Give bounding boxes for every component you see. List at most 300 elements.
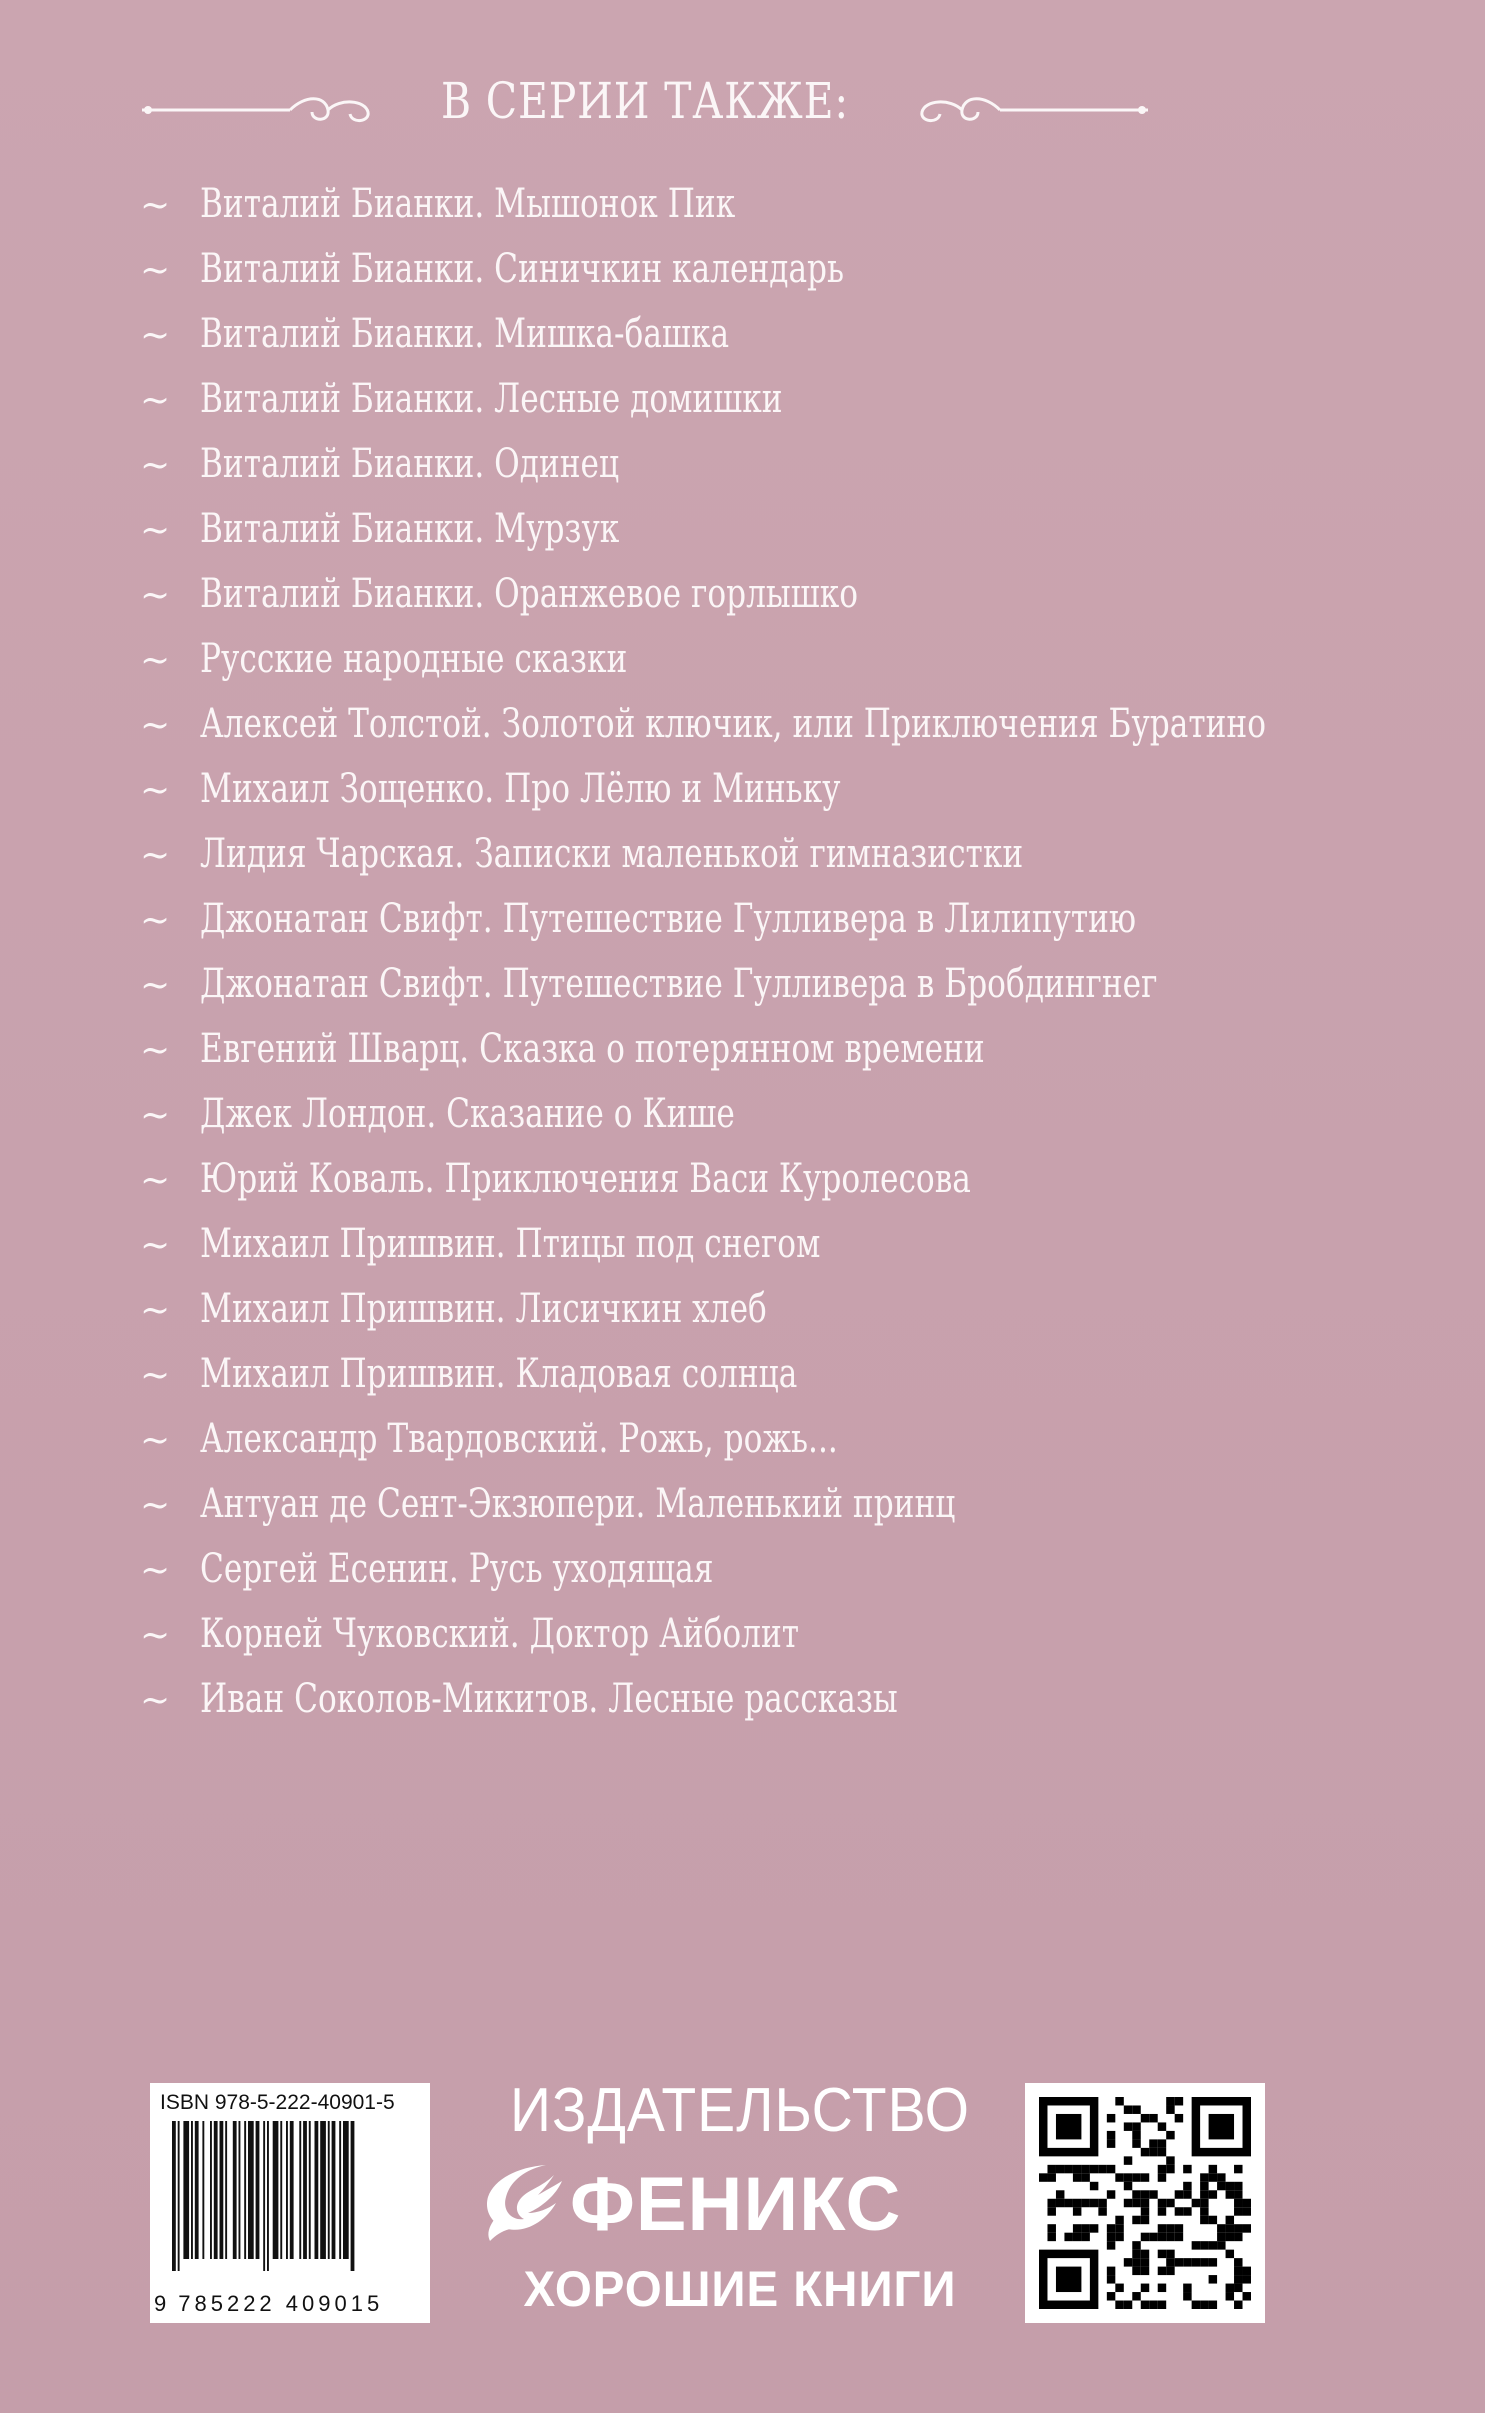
qr-module <box>1098 2207 1106 2215</box>
qr-module <box>1226 2224 1234 2232</box>
qr-module <box>1209 2275 1217 2283</box>
qr-module <box>1166 2097 1174 2105</box>
qr-module <box>1158 2199 1166 2207</box>
book-list-item <box>140 1212 1380 1277</box>
qr-module <box>1047 2233 1055 2241</box>
book-title: Виталий Бианки. Мышонок Пик <box>200 181 736 227</box>
barcode-bar <box>303 2121 307 2259</box>
qr-module <box>1209 2258 1217 2266</box>
bullet-tilde: ~ <box>140 380 171 421</box>
book-title: Русские народные сказки <box>200 636 628 682</box>
phoenix-logo-icon <box>476 2159 566 2245</box>
qr-module <box>1149 2114 1157 2122</box>
qr-module <box>1234 2165 1242 2173</box>
publisher-block <box>470 2075 1010 2335</box>
qr-module <box>1192 2199 1200 2207</box>
qr-module <box>1192 2301 1200 2309</box>
qr-module <box>1200 2182 1208 2190</box>
qr-module <box>1132 2199 1140 2207</box>
qr-module <box>1047 2207 1055 2215</box>
qr-module <box>1226 2233 1234 2241</box>
book-list-item <box>140 1342 1380 1407</box>
qr-module <box>1073 2165 1081 2173</box>
qr-module <box>1200 2173 1208 2181</box>
qr-module <box>1166 2105 1174 2113</box>
barcode-bar <box>220 2121 224 2259</box>
book-title: Виталий Бианки. Синичкин календарь <box>200 246 845 292</box>
qr-module <box>1234 2284 1242 2292</box>
qr-module <box>1183 2207 1191 2215</box>
qr-module <box>1141 2267 1149 2275</box>
qr-module <box>1234 2267 1242 2275</box>
qr-module <box>1243 2224 1251 2232</box>
qr-module <box>1141 2199 1149 2207</box>
qr-module <box>1234 2301 1242 2309</box>
book-list-item <box>140 172 1380 237</box>
qr-module <box>1175 2114 1183 2122</box>
book-title: Михаил Пришвин. Лисичкин хлеб <box>200 1286 767 1332</box>
barcode-bar <box>267 2121 269 2271</box>
publisher-slogan: ХОРОШИЕ КНИГИ <box>523 2261 957 2317</box>
qr-module <box>1107 2292 1115 2300</box>
qr-module <box>1234 2190 1242 2198</box>
qr-module <box>1175 2224 1183 2232</box>
qr-module <box>1124 2301 1132 2309</box>
qr-module <box>1081 2224 1089 2232</box>
barcode-bar <box>225 2121 227 2259</box>
bullet-tilde: ~ <box>140 900 171 941</box>
qr-module <box>1124 2199 1132 2207</box>
qr-module <box>1115 2173 1123 2181</box>
qr-module <box>1217 2224 1225 2232</box>
qr-module <box>1149 2233 1157 2241</box>
qr-module <box>1064 2233 1072 2241</box>
qr-module <box>1226 2292 1234 2300</box>
qr-module <box>1226 2250 1234 2258</box>
qr-module <box>1209 2216 1217 2224</box>
qr-module <box>1158 2139 1166 2147</box>
qr-module <box>1226 2216 1234 2224</box>
book-title: Виталий Бианки. Мишка-башка <box>200 311 730 357</box>
barcode-bar <box>343 2121 349 2259</box>
book-list-item <box>140 1017 1380 1082</box>
qr-module <box>1166 2131 1174 2139</box>
qr-module <box>1234 2233 1242 2241</box>
qr-module <box>1124 2182 1132 2190</box>
qr-finder-core <box>1056 2267 1081 2292</box>
bullet-tilde: ~ <box>140 1615 171 1656</box>
qr-module <box>1124 2122 1132 2130</box>
qr-module <box>1132 2190 1140 2198</box>
qr-module <box>1107 2139 1115 2147</box>
qr-module <box>1209 2165 1217 2173</box>
bullet-tilde: ~ <box>140 965 171 1006</box>
book-title: Сергей Есенин. Русь уходящая <box>200 1546 714 1592</box>
bullet-tilde: ~ <box>140 1095 171 1136</box>
barcode-icon <box>172 2121 412 2271</box>
book-list-item <box>140 1667 1380 1732</box>
qr-module <box>1175 2190 1183 2198</box>
book-list-item <box>140 1082 1380 1147</box>
qr-module <box>1149 2148 1157 2156</box>
qr-module <box>1158 2148 1166 2156</box>
qr-module <box>1047 2199 1055 2207</box>
barcode-bar <box>256 2121 260 2259</box>
book-title: Михаил Пришвин. Птицы под снегом <box>200 1221 821 1267</box>
qr-code-icon <box>1039 2097 1251 2309</box>
qr-module <box>1166 2199 1174 2207</box>
qr-module <box>1056 2199 1064 2207</box>
book-title: Виталий Бианки. Одинец <box>200 441 620 487</box>
qr-module <box>1047 2224 1055 2232</box>
barcode-bar <box>286 2121 288 2259</box>
book-list-item <box>140 562 1380 627</box>
qr-module <box>1234 2207 1242 2215</box>
book-list-item <box>140 692 1380 757</box>
qr-module <box>1132 2139 1140 2147</box>
qr-module <box>1141 2173 1149 2181</box>
publisher-label: ИЗДАТЕЛЬСТВО <box>510 2076 970 2145</box>
barcode-bar <box>320 2121 326 2259</box>
qr-module <box>1183 2182 1191 2190</box>
book-list-item <box>140 887 1380 952</box>
qr-module <box>1200 2216 1208 2224</box>
qr-module <box>1209 2301 1217 2309</box>
qr-module <box>1132 2216 1140 2224</box>
book-list-item <box>140 1472 1380 1537</box>
qr-module <box>1107 2267 1115 2275</box>
qr-module <box>1132 2250 1140 2258</box>
barcode-bar <box>214 2121 218 2259</box>
qr-module <box>1090 2199 1098 2207</box>
barcode-bar <box>273 2121 279 2259</box>
qr-module <box>1200 2190 1208 2198</box>
qr-module <box>1124 2105 1132 2113</box>
qr-module <box>1064 2165 1072 2173</box>
bullet-tilde: ~ <box>140 1290 171 1331</box>
bullet-tilde: ~ <box>140 640 171 681</box>
qr-module <box>1234 2258 1242 2266</box>
qr-module <box>1158 2165 1166 2173</box>
qr-module <box>1234 2275 1242 2283</box>
bullet-tilde: ~ <box>140 1160 171 1201</box>
series-header <box>140 68 1150 148</box>
qr-module <box>1166 2258 1174 2266</box>
qr-module <box>1183 2292 1191 2300</box>
qr-module <box>1200 2301 1208 2309</box>
qr-module <box>1115 2097 1123 2105</box>
qr-module <box>1200 2207 1208 2215</box>
qr-module <box>1166 2224 1174 2232</box>
barcode-bar <box>328 2121 330 2259</box>
qr-module <box>1166 2165 1174 2173</box>
qr-module <box>1192 2241 1200 2249</box>
book-list-item <box>140 1407 1380 1472</box>
barcode-bar <box>202 2121 204 2259</box>
qr-module <box>1183 2165 1191 2173</box>
barcode-first-digit: 9 <box>154 2291 171 2316</box>
bullet-tilde: ~ <box>140 835 171 876</box>
book-title: Юрий Коваль. Приключения Васи Куролесова <box>200 1156 971 1202</box>
qr-module <box>1243 2199 1251 2207</box>
book-list <box>140 172 1380 1732</box>
qr-module <box>1090 2182 1098 2190</box>
qr-module <box>1132 2122 1140 2130</box>
qr-module <box>1149 2190 1157 2198</box>
qr-module <box>1115 2224 1123 2232</box>
book-list-item <box>140 627 1380 692</box>
barcode-number: 785222 409015 <box>178 2291 384 2316</box>
barcode-bar <box>244 2121 246 2259</box>
qr-module <box>1132 2131 1140 2139</box>
qr-module <box>1183 2190 1191 2198</box>
qr-module <box>1132 2173 1140 2181</box>
book-title: Алексей Толстой. Золотой ключик, или Приключения Буратино <box>200 701 1267 747</box>
book-list-item <box>140 237 1380 302</box>
book-list-item <box>140 1602 1380 1667</box>
qr-module <box>1132 2258 1140 2266</box>
qr-module <box>1217 2182 1225 2190</box>
book-title: Корней Чуковский. Доктор Айболит <box>200 1611 800 1657</box>
bullet-tilde: ~ <box>140 705 171 746</box>
publisher-brand-row <box>470 2155 1010 2245</box>
book-title: Джонатан Свифт. Путешествие Гулливера в Бробдингнег <box>200 961 1158 1007</box>
book-title: Лидия Чарская. Записки маленькой гимназистки <box>200 831 1024 877</box>
bullet-tilde: ~ <box>140 1680 171 1721</box>
qr-module <box>1141 2190 1149 2198</box>
barcode-bar <box>339 2121 341 2259</box>
qr-module <box>1107 2131 1115 2139</box>
barcode-bar <box>351 2121 355 2271</box>
qr-module <box>1209 2190 1217 2198</box>
bullet-tilde: ~ <box>140 185 171 226</box>
barcode-bar <box>233 2121 237 2259</box>
bullet-tilde: ~ <box>140 1355 171 1396</box>
qr-module <box>1243 2292 1251 2300</box>
qr-module <box>1158 2224 1166 2232</box>
qr-module <box>1141 2258 1149 2266</box>
qr-finder-core <box>1209 2114 1234 2139</box>
qr-module <box>1158 2267 1166 2275</box>
bullet-tilde: ~ <box>140 1485 171 1526</box>
qr-module <box>1158 2284 1166 2292</box>
qr-module <box>1141 2114 1149 2122</box>
qr-module <box>1209 2173 1217 2181</box>
qr-module <box>1132 2241 1140 2249</box>
book-title: Джонатан Свифт. Путешествие Гулливера в Лилипутию <box>200 896 1137 942</box>
qr-module <box>1175 2097 1183 2105</box>
book-list-item <box>140 302 1380 367</box>
book-list-item <box>140 757 1380 822</box>
book-title: Евгений Шварц. Сказка о потерянном времени <box>200 1026 985 1072</box>
series-title: В СЕРИИ ТАКЖЕ: <box>440 72 850 130</box>
qr-module <box>1081 2233 1089 2241</box>
qr-module <box>1132 2105 1140 2113</box>
qr-module <box>1107 2241 1115 2249</box>
qr-module <box>1158 2301 1166 2309</box>
qr-module <box>1234 2182 1242 2190</box>
book-list-item <box>140 432 1380 497</box>
book-title: Михаил Пришвин. Кладовая солнца <box>200 1351 798 1397</box>
qr-module <box>1183 2284 1191 2292</box>
qr-module <box>1234 2224 1242 2232</box>
qr-module <box>1141 2284 1149 2292</box>
qr-module <box>1124 2156 1132 2164</box>
publisher-brand: ФЕНИКС <box>570 2162 902 2247</box>
barcode-bar <box>191 2121 193 2259</box>
qr-module <box>1243 2275 1251 2283</box>
qr-module <box>1217 2173 1225 2181</box>
book-list-item <box>140 367 1380 432</box>
qr-module <box>1073 2173 1081 2181</box>
qr-module <box>1166 2250 1174 2258</box>
qr-module <box>1217 2241 1225 2249</box>
book-title: Антуан де Сент-Экзюпери. Маленький принц <box>200 1481 956 1527</box>
barcode-bar <box>315 2121 319 2259</box>
qr-module <box>1081 2165 1089 2173</box>
qr-module <box>1141 2233 1149 2241</box>
qr-module <box>1200 2199 1208 2207</box>
qr-module <box>1141 2148 1149 2156</box>
qr-module <box>1141 2207 1149 2215</box>
qr-module <box>1132 2292 1140 2300</box>
bullet-tilde: ~ <box>140 770 171 811</box>
qr-module <box>1039 2173 1047 2181</box>
barcode-bar <box>290 2121 294 2259</box>
book-title: Михаил Зощенко. Про Лёлю и Миньку <box>200 766 841 812</box>
qr-module <box>1081 2173 1089 2181</box>
qr-module <box>1073 2199 1081 2207</box>
qr-module <box>1141 2301 1149 2309</box>
book-title: Виталий Бианки. Оранжевое горлышко <box>200 571 859 617</box>
barcode-bar <box>178 2121 180 2271</box>
bullet-tilde: ~ <box>140 445 171 486</box>
qr-module <box>1107 2114 1115 2122</box>
qr-module <box>1064 2199 1072 2207</box>
qr-module <box>1158 2207 1166 2215</box>
book-title: Иван Соколов-Микитов. Лесные рассказы <box>200 1676 898 1722</box>
qr-module <box>1115 2301 1123 2309</box>
qr-module <box>1209 2241 1217 2249</box>
barcode-bar <box>239 2121 241 2259</box>
qr-module <box>1158 2173 1166 2181</box>
qr-module <box>1226 2182 1234 2190</box>
qr-module <box>1132 2267 1140 2275</box>
qr-module <box>1175 2258 1183 2266</box>
qr-module <box>1166 2267 1174 2275</box>
book-list-item <box>140 1537 1380 1602</box>
qr-module <box>1124 2258 1132 2266</box>
qr-module <box>1226 2190 1234 2198</box>
qr-module <box>1192 2258 1200 2266</box>
isbn-barcode <box>150 2083 430 2323</box>
qr-module <box>1115 2284 1123 2292</box>
qr-module <box>1243 2207 1251 2215</box>
qr-module <box>1183 2258 1191 2266</box>
qr-module <box>1090 2165 1098 2173</box>
book-title: Джек Лондон. Сказание о Кише <box>200 1091 735 1137</box>
barcode-bar <box>172 2121 176 2271</box>
qr-module <box>1081 2199 1089 2207</box>
qr-module <box>1047 2173 1055 2181</box>
qr-module <box>1226 2284 1234 2292</box>
qr-module <box>1158 2233 1166 2241</box>
qr-module <box>1200 2258 1208 2266</box>
qr-module <box>1243 2267 1251 2275</box>
book-list-item <box>140 1277 1380 1342</box>
qr-module <box>1098 2165 1106 2173</box>
qr-module <box>1073 2233 1081 2241</box>
barcode-bar <box>183 2121 189 2259</box>
bullet-tilde: ~ <box>140 315 171 356</box>
barcode-bar <box>263 2121 265 2271</box>
qr-module <box>1115 2233 1123 2241</box>
qr-module <box>1115 2216 1123 2224</box>
qr-module <box>1175 2233 1183 2241</box>
qr-module <box>1166 2156 1174 2164</box>
qr-module <box>1149 2301 1157 2309</box>
bullet-tilde: ~ <box>140 510 171 551</box>
qr-module <box>1056 2190 1064 2198</box>
barcode-digits <box>154 2291 426 2317</box>
barcode-bar <box>280 2121 282 2259</box>
qr-module <box>1107 2233 1115 2241</box>
book-title: Виталий Бианки. Мурзук <box>200 506 620 552</box>
qr-module <box>1141 2216 1149 2224</box>
qr-module <box>1107 2275 1115 2283</box>
barcode-bar <box>309 2121 311 2259</box>
qr-code <box>1025 2083 1265 2323</box>
barcode-bar <box>210 2121 212 2259</box>
qr-finder-core <box>1056 2114 1081 2139</box>
qr-module <box>1107 2165 1115 2173</box>
qr-module <box>1200 2241 1208 2249</box>
isbn-label: ISBN 978-5-222-40901-5 <box>160 2091 395 2114</box>
bullet-tilde: ~ <box>140 1420 171 1461</box>
book-list-item <box>140 497 1380 562</box>
book-title: Виталий Бианки. Лесные домишки <box>200 376 783 422</box>
qr-module <box>1175 2207 1183 2215</box>
qr-module <box>1141 2250 1149 2258</box>
book-title: Александр Твардовский. Рожь, рожь... <box>200 1416 838 1462</box>
bullet-tilde: ~ <box>140 1225 171 1266</box>
qr-module <box>1158 2250 1166 2258</box>
qr-module <box>1166 2233 1174 2241</box>
bullet-tilde: ~ <box>140 1550 171 1591</box>
qr-module <box>1056 2165 1064 2173</box>
barcode-bar <box>195 2121 199 2259</box>
barcode-bar <box>332 2121 336 2259</box>
qr-module <box>1234 2199 1242 2207</box>
barcode-bar <box>299 2121 301 2259</box>
barcode-bar <box>248 2121 254 2259</box>
flourish-ornament-icon <box>910 90 1150 130</box>
qr-module <box>1124 2173 1132 2181</box>
qr-module <box>1073 2207 1081 2215</box>
qr-module <box>1158 2122 1166 2130</box>
book-list-item <box>140 1147 1380 1212</box>
book-list-item <box>140 952 1380 1017</box>
qr-module <box>1090 2224 1098 2232</box>
book-list-item <box>140 822 1380 887</box>
bullet-tilde: ~ <box>140 1030 171 1071</box>
qr-module <box>1107 2224 1115 2232</box>
bullet-tilde: ~ <box>140 575 171 616</box>
qr-module <box>1107 2190 1115 2198</box>
qr-module <box>1073 2224 1081 2232</box>
qr-module <box>1047 2165 1055 2173</box>
bullet-tilde: ~ <box>140 250 171 291</box>
